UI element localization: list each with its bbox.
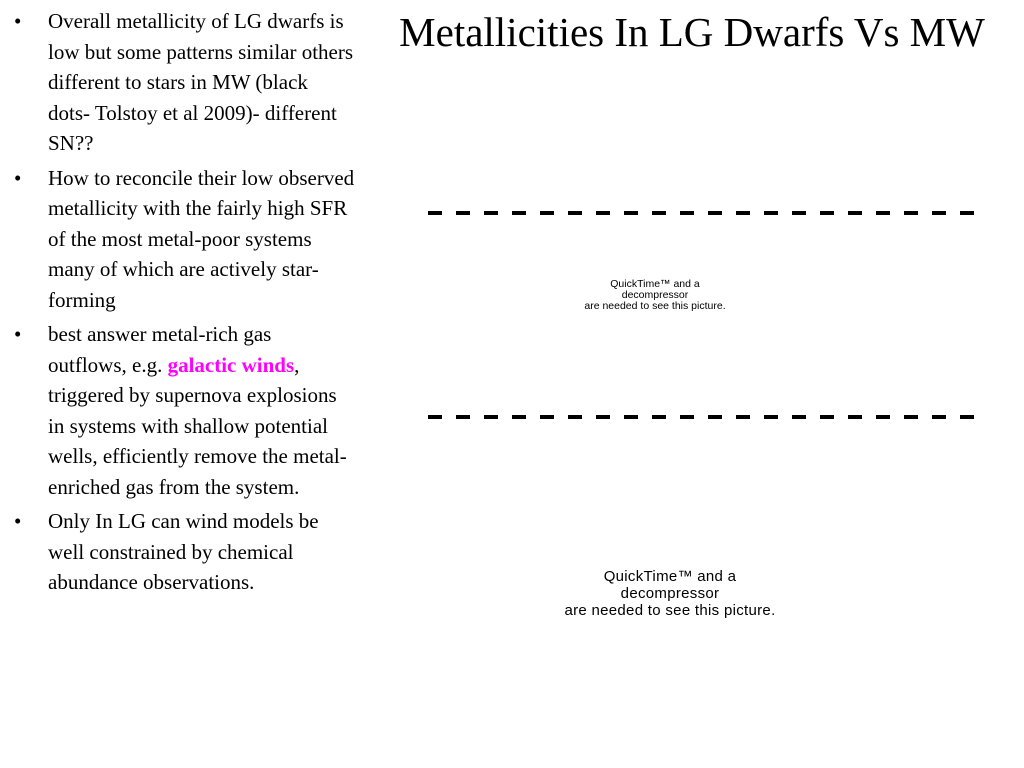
highlighted-term: galactic winds	[167, 352, 295, 377]
bullet-dot: •	[14, 509, 22, 533]
placeholder-line: are needed to see this picture.	[564, 602, 776, 619]
placeholder-line: are needed to see this picture.	[584, 300, 726, 312]
slide-title: Metallicities In LG Dwarfs Vs MW	[399, 9, 985, 55]
bullet-text-before: best answer metal-rich gas outflows, e.g.	[48, 322, 272, 377]
bullet-text: Only In LG can wind models be well constrained by chemical abundance observations.	[48, 509, 319, 594]
placeholder-line: QuickTime™ and a	[610, 278, 700, 290]
dashed-divider-bottom	[424, 413, 984, 421]
bullet-item	[10, 319, 355, 502]
bullet-text: How to reconcile their low observed metallicity with the fairly high SFR of the most metal-poor systems many of which are actively star-forming	[48, 165, 355, 312]
bullet-item	[10, 506, 355, 598]
bullet-item	[10, 163, 355, 316]
bullet-text-after: , triggered by supernova explosions in systems with shallow potential wells, efficiently remove the metal-enriched gas from the system.	[48, 352, 347, 499]
placeholder-line: QuickTime™ and a	[603, 568, 737, 585]
missing-image-placeholder	[510, 568, 830, 619]
bullet-text: Overall metallicity of LG dwarfs is low but some patterns similar others different to stars in MW (black dots- Tolstoy et al 2009)- different SN??	[48, 9, 354, 155]
placeholder-line: decompressor	[621, 289, 689, 301]
bullet-dot: •	[14, 9, 22, 33]
bullet-list	[10, 6, 355, 602]
dashed-divider-top	[424, 209, 984, 217]
bullet-dot: •	[14, 165, 22, 190]
missing-image-placeholder	[560, 279, 750, 312]
bullet-dot: •	[14, 322, 22, 346]
bullet-item	[10, 6, 355, 159]
placeholder-line: decompressor	[620, 585, 720, 602]
